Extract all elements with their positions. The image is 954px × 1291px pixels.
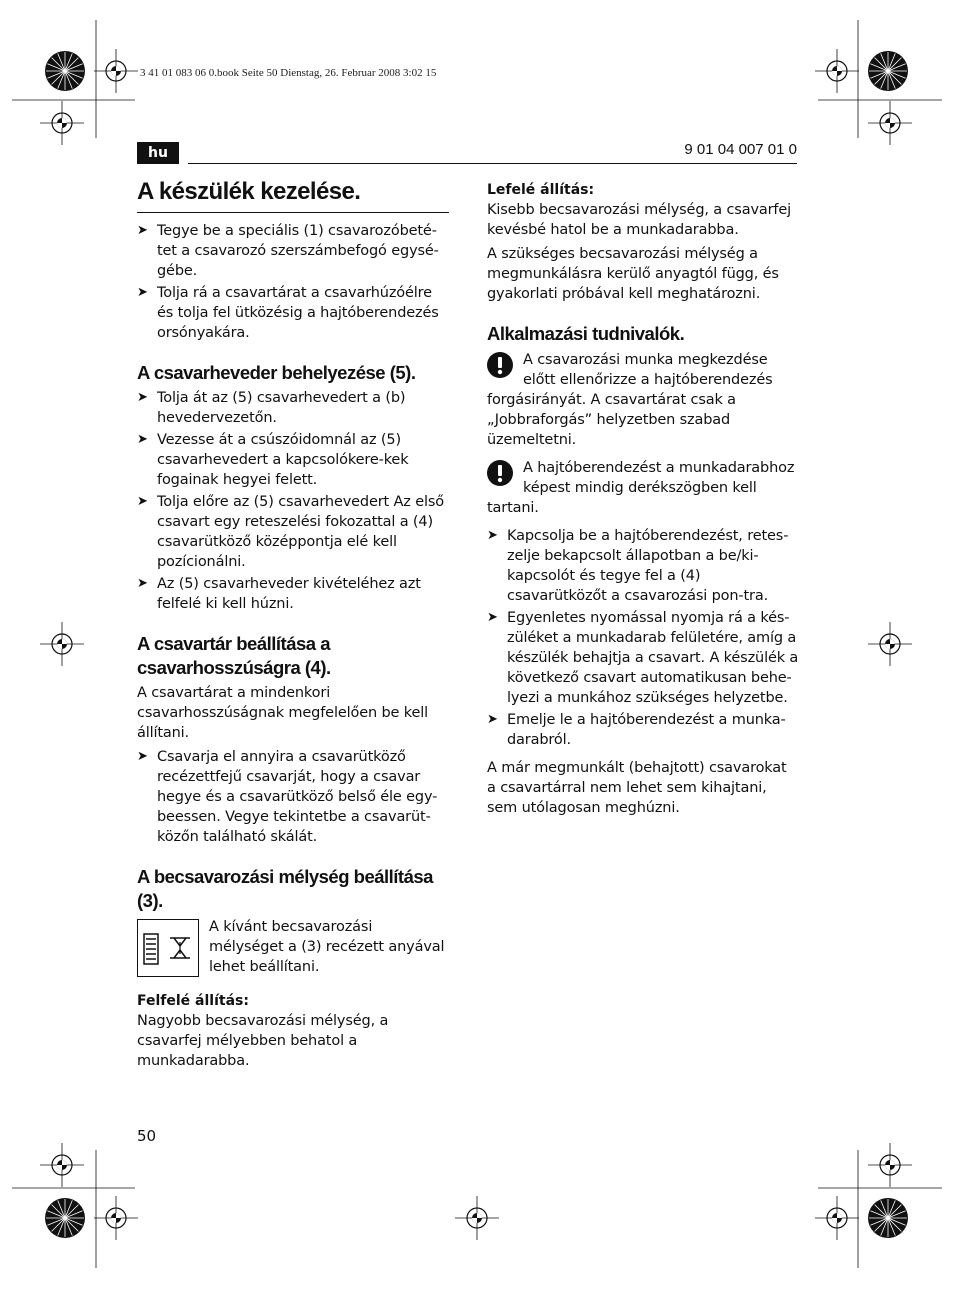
crosshair-mark-icon [455, 1196, 499, 1240]
list-item: ➤ Tolja át az (5) csavarhevedert a (b) hevedervezetőn. [137, 390, 406, 426]
depth-dial-icon [137, 919, 199, 977]
arrowhead-icon: ➤ [137, 749, 148, 764]
warning-note: A hajtóberendezést a munkadarabhoz képest mindig derékszögben kell tartani. [487, 460, 795, 516]
arrowhead-icon: ➤ [137, 494, 148, 509]
list-item: ➤ Egyenletes nyomással nyomja rá a kés-züléket a munkadarab felületére, amíg a készülék behajtja a csavart. A készülék a következő csavart automatikusan behe-lyezi a munkához szükséges helyzetbe. [487, 610, 799, 706]
starburst-mark-icon [868, 51, 908, 91]
left-column [137, 176, 449, 1075]
list-item: ➤ Csavarja el annyira a csavarütköző recézettfejű csavarját, hogy a csavar hegye és a csavarütköző belső éle egy-beessen. Vegye tekintetbe a csavarüt-közőn található skálát. [137, 749, 438, 845]
crosshair-mark-icon [94, 1196, 138, 1240]
arrowhead-icon: ➤ [487, 610, 498, 625]
section-heading: A becsavarozási mélység beállítása (3). [137, 866, 433, 911]
depth-note: A kívánt becsavarozási mélységet a (3) recézett anyával lehet beállítani. [137, 917, 449, 981]
arrowhead-icon: ➤ [487, 528, 498, 543]
list-item: ➤ Emelje le a hajtóberendezést a munka-darabról. [487, 712, 786, 748]
arrowhead-icon: ➤ [137, 285, 148, 300]
down-label: Lefelé állítás: [487, 182, 595, 198]
crosshair-mark-icon [815, 49, 859, 93]
arrowhead-icon: ➤ [137, 223, 148, 238]
list-item: ➤ Kapcsolja be a hajtóberendezést, retes-zelje bekapcsolt állapotban a be/ki-kapcsolót és tegye fel a (4) csavarütközőt a csavarozási pon-tra. [487, 528, 789, 604]
section-heading: A csavartár beállítása a csavarhosszúságra (4). [137, 633, 331, 678]
header-rule [188, 163, 797, 164]
list-item: ➤ Az (5) csavarheveder kivételéhez azt felfelé ki kell húzni. [137, 576, 421, 612]
exclamation-icon [487, 460, 513, 486]
crosshair-mark-icon [868, 622, 912, 666]
paragraph: A már megmunkált (behajtott) csavarokat a csavartárral nem lehet sem kihajtani, sem utólagosan meghúzni. [487, 760, 787, 816]
crosshair-mark-icon [40, 622, 84, 666]
crosshair-mark-icon [815, 1196, 859, 1240]
list-item: ➤ Tegye be a speciális (1) csavarozóbeté-tet a csavarozó szerszámbefogó egysé-gébe. [137, 223, 439, 279]
warning-note: A csavarozási munka megkezdése előtt ellenőrizze a hajtóberendezés forgásirányát. A csavartárat csak a „Jobbraforgás” helyzetben szabad üzemeltetni. [487, 352, 773, 448]
paragraph: Nagyobb becsavarozási mélység, a csavarfej mélyebben behatol a munkadarabba. [137, 1013, 389, 1069]
starburst-mark-icon [45, 1198, 85, 1238]
arrowhead-icon: ➤ [487, 712, 498, 727]
list-item: ➤ Tolja rá a csavartárat a csavarhúzóélre és tolja fel ütközésig a hajtóberendezés orsónyakára. [137, 285, 439, 341]
print-header: 3 41 01 083 06 0.book Seite 50 Dienstag, 26. Februar 2008 3:02 15 [140, 67, 437, 79]
title-rule [137, 212, 449, 213]
document-number: 9 01 04 007 01 0 [684, 141, 797, 158]
paragraph: Kisebb becsavarozási mélység, a csavarfej kevésbé hatol be a munkadarabba. [487, 202, 792, 238]
page-title: A készülék kezelése. [137, 178, 361, 205]
list-item: ➤ Vezesse át a csúszóidomnál az (5) csavarhevedert a kapcsolókere-kek fogainak hegyei felett. [137, 432, 409, 488]
exclamation-icon [487, 352, 513, 378]
starburst-mark-icon [868, 1198, 908, 1238]
section-heading: Alkalmazási tudnivalók. [487, 323, 685, 344]
arrowhead-icon: ➤ [137, 432, 148, 447]
starburst-mark-icon [45, 51, 85, 91]
list-item: ➤ Tolja előre az (5) csavarhevedert Az első csavart egy reteszelési fokozattal a (4) csavarütköző középpontja elé kell pozícionálni. [137, 494, 445, 570]
crosshair-mark-icon [868, 1143, 912, 1187]
arrowhead-icon: ➤ [137, 390, 148, 405]
paragraph: A csavartárat a mindenkori csavarhosszúságnak megfelelően be kell állítani. [137, 685, 429, 741]
paragraph: A szükséges becsavarozási mélység a megmunkálásra kerülő anyagtól függ, és gyakorlati próbával kell meghatározni. [487, 246, 779, 302]
page-number: 50 [137, 1127, 157, 1145]
crosshair-mark-icon [40, 101, 84, 145]
up-label: Felfelé állítás: [137, 993, 249, 1009]
arrowhead-icon: ➤ [137, 576, 148, 591]
crosshair-mark-icon [868, 101, 912, 145]
right-column [487, 176, 799, 822]
language-badge: hu [137, 142, 179, 164]
crosshair-mark-icon [40, 1143, 84, 1187]
section-heading: A csavarheveder behelyezése (5). [137, 362, 416, 383]
crosshair-mark-icon [94, 49, 138, 93]
